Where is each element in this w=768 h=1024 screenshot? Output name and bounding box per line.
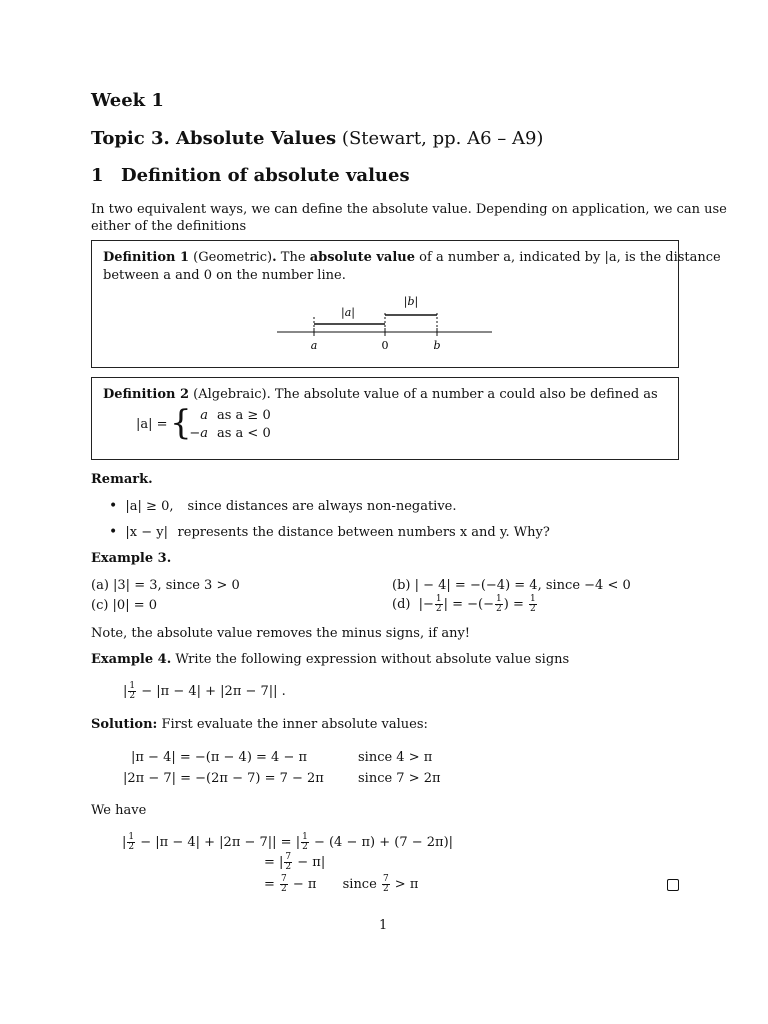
definition-1-label: Definition 1 <box>103 250 190 265</box>
case-1-value: a <box>200 408 208 423</box>
case-brace: { <box>170 403 192 443</box>
definition-1-lead: The <box>280 250 306 265</box>
intro-line-1: In two equivalent ways, we can define the absolute value. Depending on application, we can use <box>91 202 727 217</box>
page-number: 1 <box>379 918 388 933</box>
definition-2-text: The absolute value of a number a could also be defined as <box>274 387 658 402</box>
remark-item-2-text: represents the distance between numbers x and y. Why? <box>177 525 550 540</box>
abs-b-label: |b| <box>403 295 419 308</box>
intro-line-2: either of the definitions <box>91 219 247 234</box>
tick-label-a: a <box>310 339 318 352</box>
solution-text: First evaluate the inner absolute values: <box>161 717 428 732</box>
remark-item-2 <box>109 524 550 540</box>
definition-1-kind: (Geometric) <box>193 250 273 265</box>
solution-eq-2: |2π − 7| = −(2π − 7) = 7 − 2π <box>123 771 324 786</box>
section-heading <box>91 165 410 186</box>
case-1-condition: as a ≥ 0 <box>217 408 271 423</box>
case-2-condition: as a < 0 <box>217 426 271 441</box>
example-3-a: (a) |3| = 3, since 3 > 0 <box>91 578 240 593</box>
number-line-diagram <box>272 289 512 359</box>
example-4-text: Write the following expression without absolute value signs <box>175 652 570 667</box>
tick-label-zero: 0 <box>381 339 389 352</box>
solution-line <box>91 717 428 732</box>
example-3-b: (b) | − 4| = −(−4) = 4, since −4 < 0 <box>392 578 631 593</box>
definition-1-box <box>91 240 721 368</box>
definition-2-lhs: |a| = <box>136 417 168 432</box>
definition-1-line-1 <box>103 250 721 265</box>
case-2-value: −a <box>189 426 208 441</box>
bullet-icon: • <box>109 524 118 540</box>
definition-1-dot: . <box>272 250 277 265</box>
tick-label-b: b <box>433 339 441 352</box>
definition-2-label: Definition 2 <box>103 387 190 402</box>
derivation-line-3: = $\frac{7}{2}$ − π since $\frac{7}{2}$ > π <box>264 874 419 894</box>
remark-item-1-expr: |a| ≥ 0, <box>125 499 174 514</box>
week-heading: Week 1 <box>91 90 164 111</box>
qed-square-icon <box>667 879 679 891</box>
topic-reference: (Stewart, pp. A6 – A9) <box>341 128 544 149</box>
remark-item-2-expr: |x − y| <box>125 525 168 540</box>
definition-2-box <box>91 377 679 460</box>
topic-title: Topic 3. Absolute Values <box>91 128 337 149</box>
example-3-d-label: (d) <box>392 597 411 612</box>
section-number: 1 <box>91 165 104 186</box>
abs-a-label: |a| <box>341 306 355 319</box>
section-title: Definition of absolute values <box>121 165 410 186</box>
solution-title: Solution: <box>91 717 158 732</box>
we-have-text: We have <box>91 803 147 818</box>
solution-eq-1-since: since 4 > π <box>358 750 433 765</box>
example-3-c: (c) |0| = 0 <box>91 598 158 613</box>
derivation-since: since <box>342 877 377 892</box>
definition-1-line-2: between a and 0 on the number line. <box>103 268 346 283</box>
derivation-line-2: = | $\frac{7}{2}$ − π| <box>264 852 326 872</box>
example-3-note: Note, the absolute value removes the minus signs, if any! <box>91 626 471 641</box>
example-3-title: Example 3. <box>91 551 172 566</box>
example-4-title: Example 4. <box>91 652 172 667</box>
definition-1-term: absolute value <box>309 250 416 265</box>
solution-eq-2-since: since 7 > 2π <box>358 771 441 786</box>
remark-item-1 <box>109 498 457 514</box>
solution-eq-1: |π − 4| = −(π − 4) = 4 − π <box>131 750 308 765</box>
topic-heading <box>91 128 543 149</box>
remark-title: Remark. <box>91 472 153 487</box>
example-4-line <box>91 652 569 667</box>
definition-1-rest: of a number a, indicated by |a, is the distance <box>419 250 721 265</box>
derivation-line-1: | $\frac{1}{2}$ − |π − 4| + |2π − 7|| = | $\frac{1}{2}$ − (4 − π) + (7 − 2π)| <box>122 832 454 852</box>
example-3-d: (d) |− $\frac{1}{2}$ | = −(− $\frac{1}{2}$ ) = $\frac{1}{2}$ <box>392 594 536 614</box>
bullet-icon: • <box>109 498 118 514</box>
definition-2-kind: (Algebraic). <box>193 387 271 402</box>
remark-item-1-text: since distances are always non-negative. <box>187 499 457 514</box>
definition-2-line-1 <box>103 387 658 402</box>
example-4-expression: | $\frac{1}{2}$ − |π − 4| + |2π − 7|| . <box>123 681 286 701</box>
